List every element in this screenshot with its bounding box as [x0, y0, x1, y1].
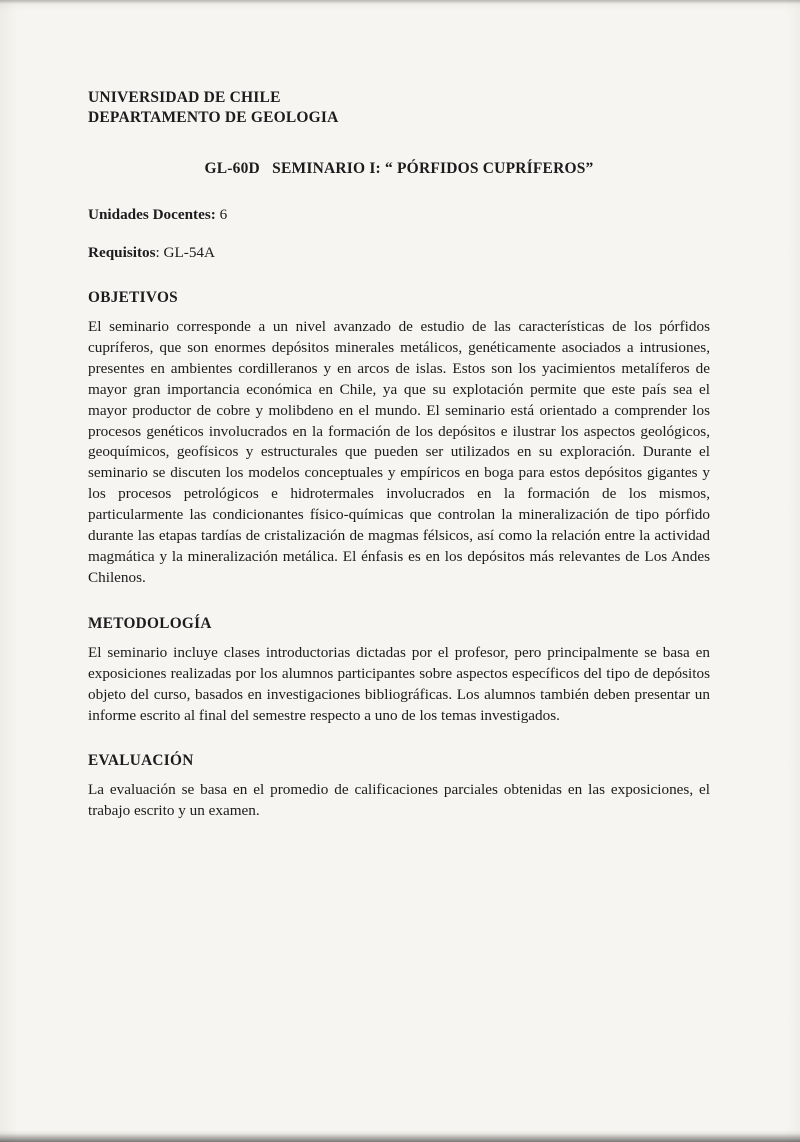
course-title: GL-60D SEMINARIO I: “ PÓRFIDOS CUPRÍFEROS” — [204, 160, 594, 177]
field-unidades-docentes — [88, 205, 710, 225]
section-evaluacion — [88, 750, 710, 822]
section-body: El seminario incluye clases introductorias dictadas por el profesor, pero principalmente se basa en exposiciones realizadas por los alumnos participantes sobre aspectos específicos del tipo de depósitos objeto del curso, basados en investigaciones bibliográficas. Los alumnos también deben presentar un informe escrito al final del semestre respecto a uno de los temas investigados. — [88, 643, 710, 724]
section-body: La evaluación se basa en el promedio de calificaciones parciales obtenidas en las exposiciones, el trabajo escrito y un examen. — [88, 781, 710, 820]
section-body: El seminario corresponde a un nivel avanzado de estudio de las características de los pórfidos cupríferos, que son enormes depósitos minerales metálicos, genéticamente asociados a intrusiones, presentes en ambientes cordilleranos y en arcos de islas. Estos son los yacimientos metalíferos de mayor gran importancia económica en Chile, ya que su explotación permite que este país sea el mayor productor de cobre y molibdeno en el mundo. El seminario está orientado a comprender los procesos genéticos involucrados en la formación de los depósitos e ilustrar los aspectos geológicos, geoquímicos, geofísicos y estructurales que pueden ser utilizados en su exploración. Durante el seminario se discuten los modelos conceptuales y empíricos en boga para estos depósitos gigantes y los procesos petrológicos e hidrotermales involucrados en la formación de los mismos, particularmente las condicionantes físico-químicas que controlan la mineralización de tipo pórfido durante las etapas tardías de cristalización de magmas félsicos, así como la relación entre la actividad magmática y la mineralización metálica. El énfasis es en los depósitos más relevantes de Los Andes Chilenos. — [88, 318, 710, 586]
field-requisitos — [88, 243, 710, 263]
section-objetivos — [88, 287, 710, 589]
field-label: Requisitos — [88, 244, 156, 261]
scan-edge-bottom — [0, 1130, 800, 1142]
section-heading: EVALUACIÓN — [88, 752, 194, 770]
university-name: UNIVERSIDAD DE CHILE — [88, 89, 281, 106]
document-header — [88, 88, 710, 128]
section-metodologia — [88, 613, 710, 727]
field-value: : GL-54A — [155, 244, 215, 261]
section-heading: OBJETIVOS — [88, 289, 178, 306]
section-heading: METODOLOGÍA — [88, 614, 212, 632]
field-value: 6 — [215, 206, 228, 223]
department-name: DEPARTAMENTO DE GEOLOGIA — [88, 109, 339, 126]
field-label: Unidades Docentes: — [88, 206, 216, 223]
